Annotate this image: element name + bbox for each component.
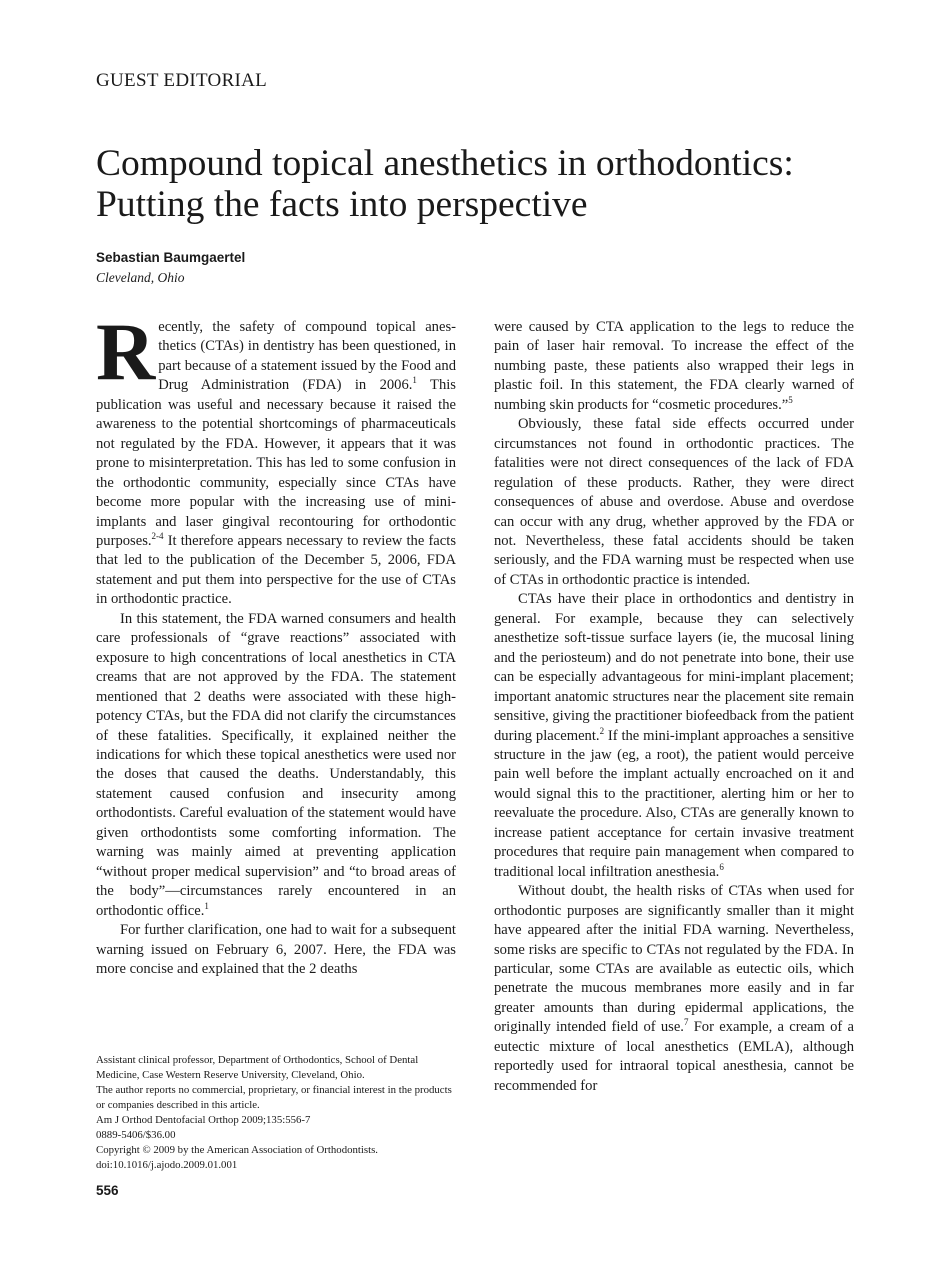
reference: 6 [719, 861, 724, 872]
footnote-citation: Am J Orthod Dentofacial Orthop 2009;135:556-7 [96, 1114, 311, 1126]
footnote-doi: doi:10.1016/j.ajodo.2009.01.001 [96, 1159, 238, 1171]
left-column [96, 306, 456, 979]
reference: 7 [683, 1017, 689, 1028]
paragraph-4: were caused by CTA application to the legs to reduce the pain of laser hair removal. To increase the effect of the numbing paste, these patients also wrapped their legs in plastic foil. In this statement, the FDA clearly warned of numbing skin products for “cosmetic procedures.”$^5$ [494, 319, 854, 413]
drop-cap: R [96, 306, 156, 397]
reference: 2 [599, 725, 605, 736]
footnote-disclosure: The author reports no commercial, proprietary, or financial interest in the products or companies described in this article. [96, 1084, 452, 1111]
right-column [494, 318, 854, 1096]
paragraph-1: Recently, the safety of compound topical anes-thetics (CTAs) in dentistry has been questioned, in part because of a statement issued by the Food and Drug Administration (FDA) in 2006.$^1$ This publication was useful and necessary because it raised the awareness to the potential shortcomings of pharmaceuticals not regulated by the FDA. However, it appears that it was prone to misinterpretation. This has led to some confusion in the orthodontic community, especially since CTAs have become more popular with the increasing use of mini-implants and laser gingival recontouring for orthodontic purposes.$^{2-4}$ It therefore appears necessary to review the facts that led to the publication of the December 5, 2006, FDA statement and put them into perspective for the use of CTAs in orthodontic practice. [96, 306, 456, 608]
paragraph-6: CTAs have their place in orthodontics and dentistry in general. For example, because they can selectively anesthetize soft-tissue surface layers (ie, the mucosal lining and the periosteum) and do not penetrate into bone, their use can be especially advantageous for mini-implant placement; important anatomic structures near the placement site remain sensitive, giving the practitioner biofeedback from the patient during placement.$^2$ If the mini-implant approaches a sensitive structure in the jaw (eg, a root), the patient would perceive pain well before the implant actually encroached on it and would signal this to the practitioner, alerting him or her to reevaluate the procedure. Also, CTAs are generally known to increase patient acceptance for certain invasive treatment procedures that require pain management when compared to traditional local infiltration anesthesia.$^6$ [494, 591, 855, 880]
reference: 1 [412, 375, 417, 386]
footnote-affiliation: Assistant clinical professor, Department of Orthodontics, School of Dental Medicine, Case Western Reserve University, Cleveland, Ohio. [96, 1054, 419, 1081]
paragraph-2: In this statement, the FDA warned consumers and health care professionals of “grave reactions” associated with exposure to high concentrations of local anesthetics in CTA creams that are not approved by the FDA. The statement mentioned that 2 deaths were associated with these high-potency CTAs, but the FDA did not clarify the circumstances of these fatalities. Specifically, it explained neither the indications for which these topical anesthetics were used nor the doses that caused the deaths. Understandably, this statement caused confusion and insecurity among orthodontists. Careful evaluation of the statement would have given orthodontists some comforting information. The warning was mainly aimed at preventing application “without proper medical supervision” and “to broad areas of the body”—circumstances rarely encountered in an orthodontic office.$^1$ [96, 610, 456, 919]
reference: 5 [788, 394, 793, 405]
title-line-2: Putting the facts into perspective [96, 184, 588, 225]
reference: 2-4 [151, 530, 164, 541]
paragraph-5: Obviously, these fatal side effects occurred under circumstances not found in orthodontic practices. The fatalities were not direct consequences of the lack of FDA regulation of these products. Rather, they were direct consequences of abuse and overdose. Abuse and overdose can occur with any drug, whether approved by the FDA or not. Nevertheless, these fatal accidents should be taken seriously, and the FDA warning must be respected when use of CTAs in orthodontic practice is intended. [494, 416, 854, 588]
author-name: Sebastian Baumgaertel [96, 250, 246, 265]
footnote-issn: 0889-5406/$36.00 [96, 1129, 176, 1141]
paragraph-7: Without doubt, the health risks of CTAs when used for orthodontic purposes are significantly smaller than it might have appeared after the initial FDA warning. Nevertheless, some risks are specific to CTAs not regulated by the FDA. In particular, some CTAs are available as eutectic oils, which penetrate the mucous membranes more easily and in far greater amounts than during epidermal applications, the originally intended field of use.$^7$ For example, a cream of a eutectic mixture of local anesthetics (EMLA), although reportedly used for intraoral topical anesthesia, cannot be recommended for [494, 883, 854, 1094]
footnotes [96, 1053, 458, 1173]
article-title [96, 143, 876, 225]
section-label: GUEST EDITORIAL [96, 70, 268, 91]
title-line-1: Compound topical anesthetics in orthodontics: [96, 143, 794, 184]
author-location: Cleveland, Ohio [96, 270, 185, 285]
footnote-copyright: Copyright © 2009 by the American Association of Orthodontists. [96, 1144, 378, 1156]
paragraph-3: For further clarification, one had to wait for a subsequent warning issued on February 6, 2007. Here, the FDA was more concise and explained that the 2 deaths [96, 922, 456, 977]
page-number: 556 [96, 1183, 119, 1198]
reference: 1 [204, 900, 209, 911]
